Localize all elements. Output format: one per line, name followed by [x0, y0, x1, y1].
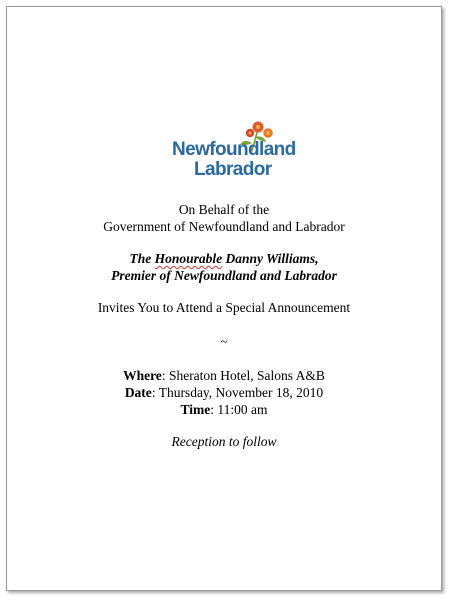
reception-line: Reception to follow: [171, 434, 277, 449]
pitcher-plant-flower-icon: [172, 117, 304, 179]
separator: ~: [220, 334, 228, 349]
newfoundland-labrador-logo: [172, 117, 304, 179]
host-role: Premier of Newfoundland and Labrador: [111, 268, 337, 283]
logo-line1: Newfoundland: [172, 139, 296, 160]
time-line: [7, 401, 441, 418]
where-value: : Sheraton Hotel, Salons A&B: [161, 368, 325, 383]
behalf-line: On Behalf of the: [178, 202, 270, 217]
time-value: : 11:00 am: [210, 402, 268, 417]
date-value: : Thursday, November 18, 2010: [151, 385, 324, 400]
host-title-word: Honourable: [154, 251, 223, 266]
government-line: Government of Newfoundland and Labrador: [103, 219, 345, 234]
invitation-page: [6, 6, 442, 591]
logo-line2: Labrador: [194, 159, 272, 179]
where-label: Where: [123, 368, 162, 383]
host-prefix: The: [129, 251, 155, 266]
date-line: [7, 384, 441, 401]
invites-line: Invites You to Attend a Special Announcement: [97, 300, 351, 315]
host-rest: Danny Williams,: [222, 251, 319, 266]
time-label: Time: [180, 402, 211, 417]
date-label: Date: [124, 385, 152, 400]
invitation-text: [7, 201, 441, 450]
host-name: [7, 250, 441, 267]
where-line: [7, 367, 441, 384]
